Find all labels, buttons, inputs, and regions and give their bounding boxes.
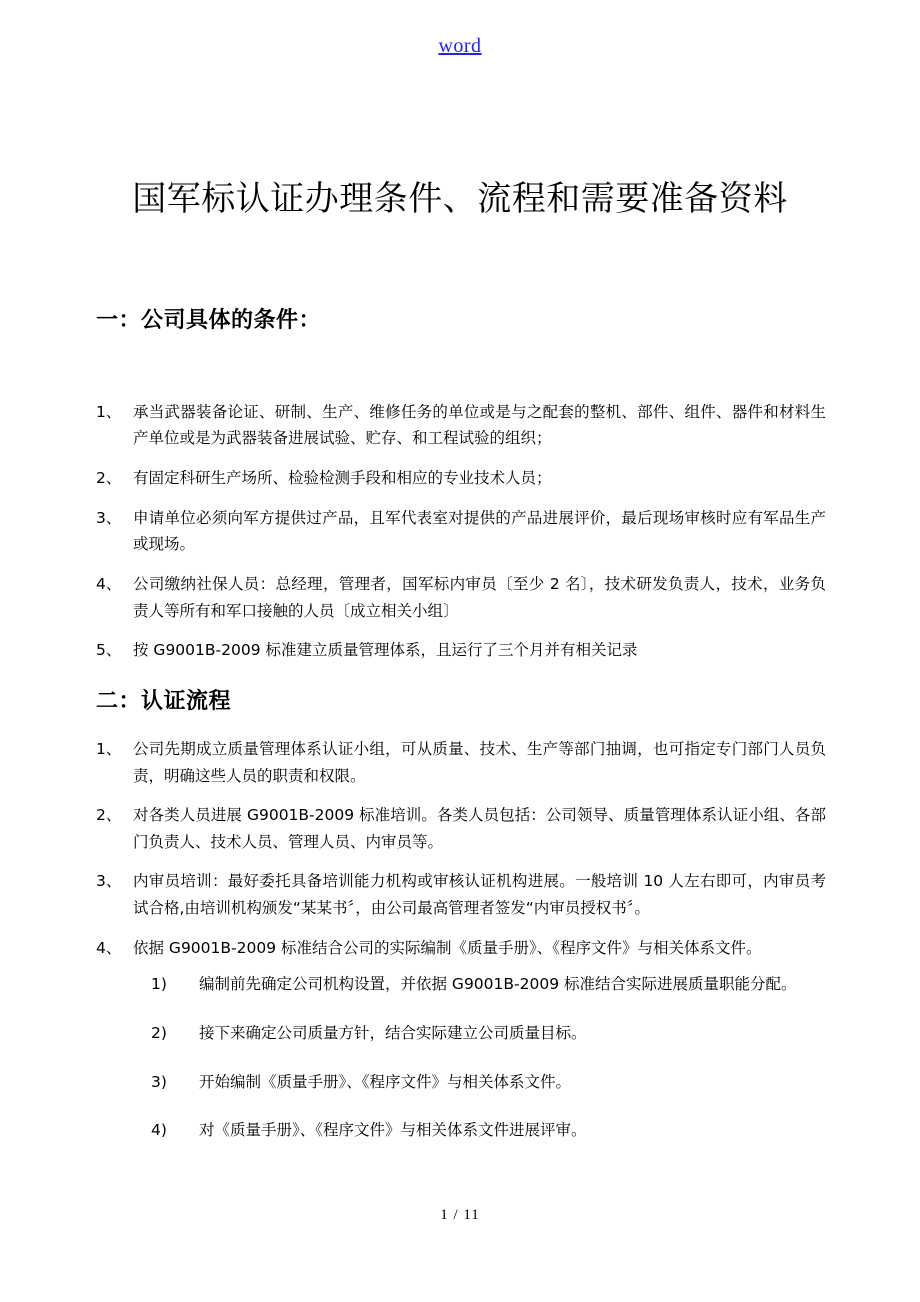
list-marker: 2、 bbox=[96, 806, 122, 825]
list-item bbox=[96, 571, 826, 624]
header-watermark-text: word bbox=[438, 35, 482, 57]
list-item bbox=[96, 935, 826, 1144]
sublist-item-text: 接下来确定公司质量方针，结合实际建立公司质量目标。 bbox=[199, 1024, 587, 1043]
page-title: 国军标认证办理条件、流程和需要准备资料 bbox=[132, 178, 788, 219]
sublist-item-text: 编制前先确定公司机构设置，并依据 G9001B-2009 标准结合实际进展质量职能分配。 bbox=[199, 975, 797, 994]
list-item bbox=[96, 637, 826, 664]
sublist-item-text: 对《质量手册》、《程序文件》与相关体系文件进展评审。 bbox=[199, 1121, 587, 1140]
page-header bbox=[0, 36, 920, 56]
list-marker: 2、 bbox=[96, 469, 122, 488]
list-item bbox=[96, 868, 826, 921]
list-item bbox=[96, 802, 826, 855]
list-item-text: 有固定科研生产场所、检验检测手段和相应的专业技术人员； bbox=[133, 469, 552, 488]
list-item bbox=[96, 465, 826, 492]
list-item-text: 按 G9001B-2009 标准建立质量管理体系，且运行了三个月并有相关记录 bbox=[133, 641, 638, 660]
sublist-item bbox=[133, 971, 826, 998]
sublist-marker: 1) bbox=[151, 975, 167, 994]
list-marker: 3、 bbox=[96, 508, 122, 527]
section-heading-two: 二：认证流程 bbox=[96, 689, 232, 715]
list-marker: 4、 bbox=[96, 575, 122, 594]
page-number-indicator: 1 / 11 bbox=[440, 1207, 480, 1223]
list-marker: 3、 bbox=[96, 872, 122, 891]
spacer-after-section-two-heading bbox=[96, 718, 826, 736]
sublist-item bbox=[133, 1020, 826, 1047]
list-marker: 1、 bbox=[96, 739, 122, 758]
list-item-text: 公司先期成立质量管理体系认证小组，可从质量、技术、生产等部门抽调，也可指定专门部门人员负责，明确这些人员的职责和权限。 bbox=[133, 739, 826, 785]
list-item bbox=[96, 399, 826, 452]
list-item-text: 申请单位必须向军方提供过产品，且军代表室对提供的产品进展评价，最后现场审核时应有军品生产或现场。 bbox=[133, 508, 826, 554]
spacer-before-section-two-heading bbox=[96, 677, 826, 687]
spacer-after-section-one-heading bbox=[96, 337, 826, 399]
sublist-item bbox=[133, 1069, 826, 1096]
page-footer bbox=[0, 1204, 920, 1224]
list-item-text: 依据 G9001B-2009 标准结合公司的实际编制《质量手册》、《程序文件》与相关体系文件。 bbox=[133, 938, 762, 957]
list-item bbox=[96, 736, 826, 789]
document-body bbox=[96, 306, 826, 1166]
list-item-text: 承当武器装备论证、研制、生产、维修任务的单位或是与之配套的整机、部件、组件、器件和材料生产单位或是为武器装备进展试验、贮存、和工程试验的组织； bbox=[133, 402, 826, 448]
sublist-marker: 4) bbox=[151, 1121, 167, 1140]
section-heading-one: 一：公司具体的条件： bbox=[96, 308, 322, 333]
list-item-text: 对各类人员进展 G9001B-2009 标准培训。各类人员包括：公司领导、质量管理体系认证小组、各部门负责人、技术人员、管理人员、内审员等。 bbox=[133, 806, 826, 851]
list-item-text: 公司缴纳社保人员：总经理，管理者，国军标内审员〔至少 2 名〕，技术研发负责人，技术，业务负责人等所有和军口接触的人员〔成立相关小组〕 bbox=[133, 575, 826, 620]
sublist-marker: 3) bbox=[151, 1072, 167, 1091]
section-two-sublist bbox=[133, 971, 826, 1144]
list-marker: 1、 bbox=[96, 402, 122, 421]
list-item bbox=[96, 505, 826, 558]
sublist-marker: 2) bbox=[151, 1024, 167, 1043]
section-one-list bbox=[96, 399, 826, 664]
list-item-text: 内审员培训：最好委托具备培训能力机构或审核认证机构进展。一般培训 10 人左右即可，内审员考试合格,由培训机构颁发“某某书〞，由公司最高管理者签发“内审员授权书〞。 bbox=[133, 872, 826, 918]
sublist-item bbox=[133, 1117, 826, 1144]
list-marker: 5、 bbox=[96, 641, 122, 660]
section-two-list bbox=[96, 736, 826, 1144]
list-marker: 4、 bbox=[96, 938, 122, 957]
sublist-item-text: 开始编制《质量手册》、《程序文件》与相关体系文件。 bbox=[199, 1072, 572, 1091]
